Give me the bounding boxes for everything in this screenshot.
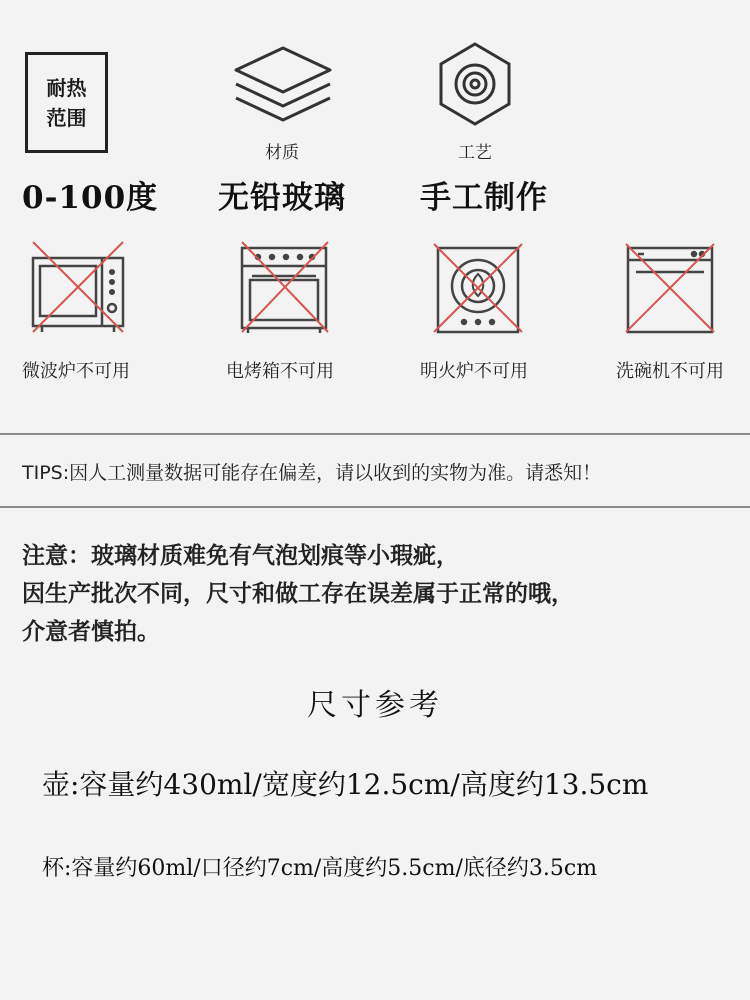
layers-icon	[228, 42, 338, 130]
divider-bottom	[0, 506, 750, 508]
microwave-icon	[28, 240, 128, 336]
pot-spec: 壶:容量约430ml/宽度约12.5cm/高度约13.5cm	[42, 768, 649, 801]
size-reference-title: 尺寸参考	[307, 688, 443, 723]
material-label: 材质	[265, 143, 299, 163]
craft-value: 手工制作	[420, 180, 548, 216]
notice-line-3: 介意者慎拍。	[22, 619, 160, 645]
oven-icon	[236, 240, 332, 336]
heat-box-line1: 耐热	[46, 75, 87, 100]
cup-spec: 杯:容量约60ml/口径约7cm/高度约5.5cm/底径约3.5cm	[42, 856, 598, 881]
hexagon-craft-icon	[437, 40, 513, 130]
heat-range-value: 0-100度	[22, 180, 159, 216]
prohibition-label-stove: 明火炉不可用	[420, 361, 528, 382]
material-value: 无铅玻璃	[218, 180, 346, 216]
notice-block	[22, 537, 574, 651]
notice-line-2: 因生产批次不同，尺寸和做工存在误差属于正常的哦，	[22, 581, 574, 607]
stove-icon	[430, 240, 526, 336]
notice-line-1: 注意：玻璃材质难免有气泡划痕等小瑕疵，	[22, 543, 459, 569]
prohibition-label-dishwasher: 洗碗机不可用	[616, 361, 724, 382]
heat-range-box	[25, 52, 108, 153]
heat-box-line2: 范围	[46, 105, 87, 130]
prohibition-label-microwave: 微波炉不可用	[22, 361, 130, 382]
divider-top	[0, 433, 750, 435]
prohibition-label-oven: 电烤箱不可用	[226, 361, 334, 382]
craft-label: 工艺	[458, 143, 492, 163]
tips-text: TIPS:因人工测量数据可能存在偏差，请以收到的实物为准。请悉知！	[22, 462, 602, 484]
dishwasher-icon	[622, 240, 718, 336]
